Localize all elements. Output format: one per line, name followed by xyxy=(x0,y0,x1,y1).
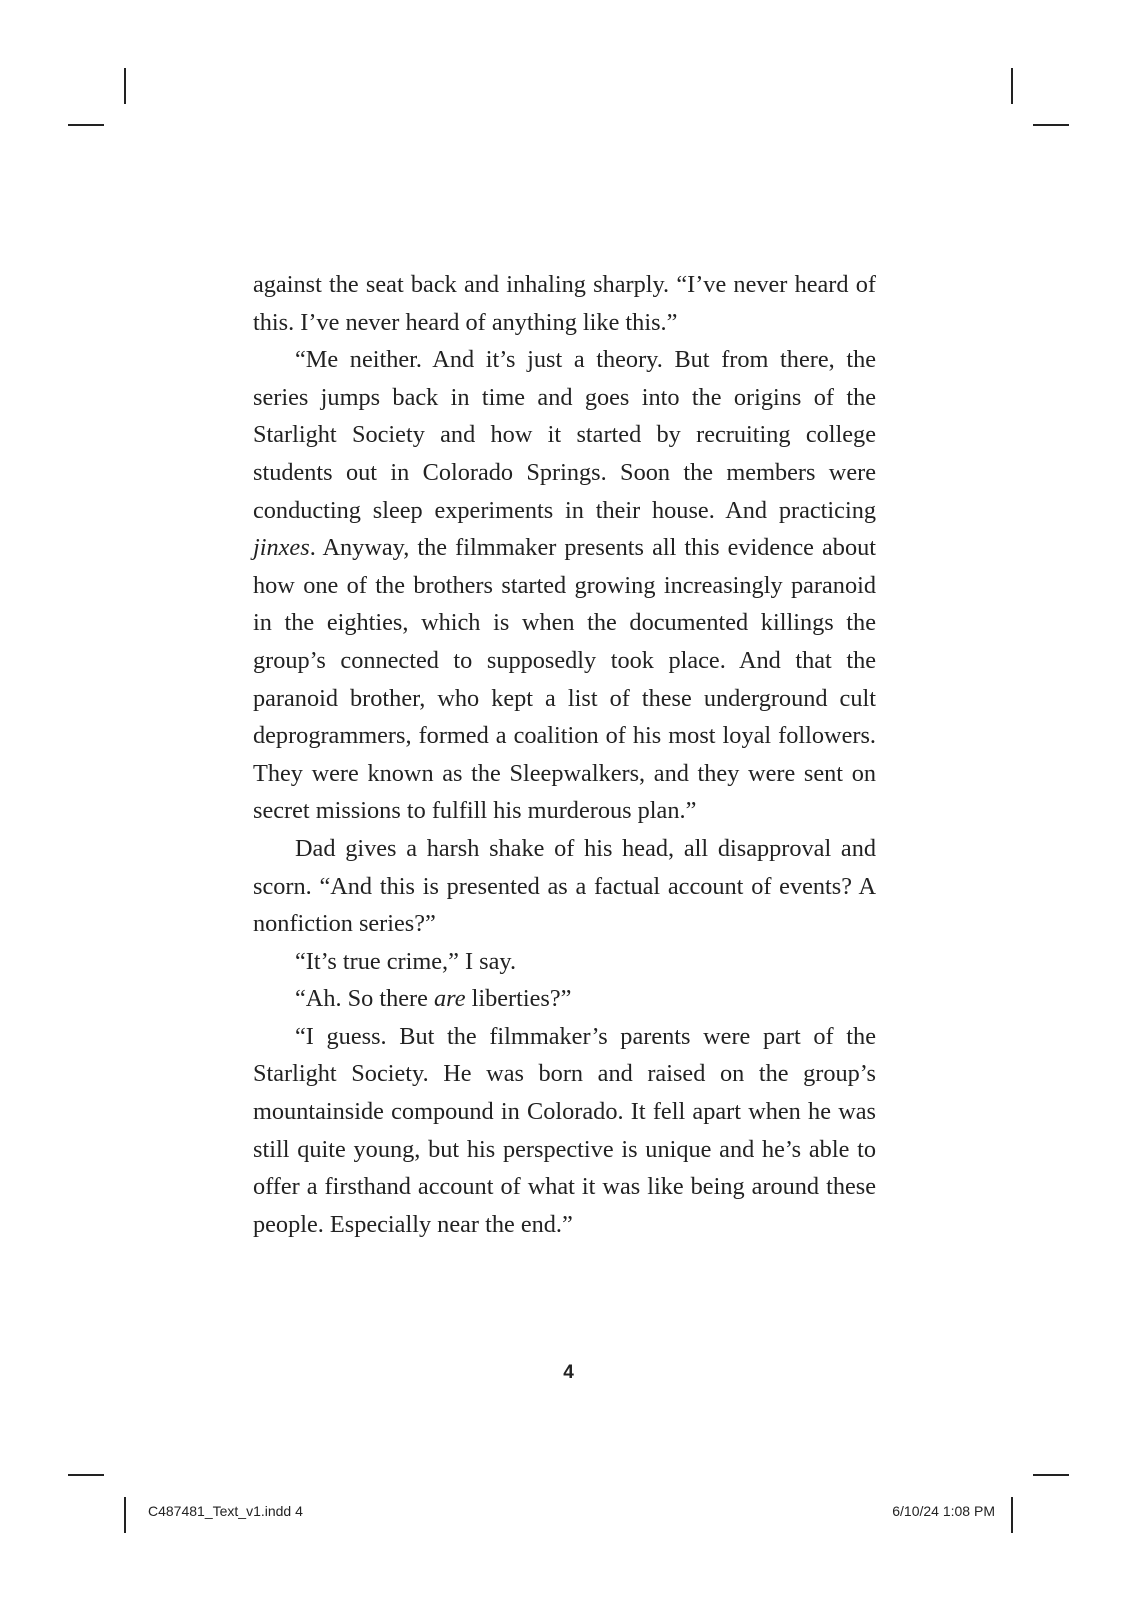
paragraph xyxy=(253,1018,876,1244)
text-run: “Ah. So there xyxy=(295,985,434,1013)
crop-mark-top-right-horizontal xyxy=(1033,124,1069,126)
text-run: “Me neither. And it’s just a theory. But from there, the series jumps back in time and goes into the origins of the Starlight Society and how it started by recruiting college students out in Colorado Springs. Soon the members were conducting sleep experiments in their house. And practicing xyxy=(253,346,876,524)
crop-mark-top-left-horizontal xyxy=(68,124,104,126)
text-run: . Anyway, the filmmaker presents all this evidence about how one of the brothers started growing increasingly paranoid in the eighties, which is when the documented killings the group’s connected to supposedly took place. And that the paranoid brother, who kept a list of these underground cult deprogrammers, formed a coalition of his most loyal followers. They were known as the Sleepwalkers, and they were sent on secret missions to fulfill his murderous plan.” xyxy=(253,534,876,825)
text-run: “I guess. But the filmmaker’s parents were part of the Starlight Society. He was born and raised on the group’s mountainside compound in Colorado. It fell apart when he was still quite young, but his perspective is unique and he’s able to offer a firsthand account of what it was like being around these people. Especially near the end.” xyxy=(253,1022,876,1238)
slug-filename: C487481_Text_v1.indd 4 xyxy=(148,1503,303,1519)
paragraph xyxy=(253,943,876,981)
text-run: liberties?” xyxy=(465,985,572,1013)
paragraph xyxy=(253,830,876,943)
paragraph xyxy=(253,266,876,341)
crop-mark-top-right-vertical xyxy=(1011,68,1013,104)
crop-mark-bottom-right-vertical xyxy=(1011,1497,1013,1533)
body-text xyxy=(253,266,876,1243)
text-run: Dad gives a harsh shake of his head, all disapproval and scorn. “And this is presented as a factual account of events? A nonfiction series?” xyxy=(253,834,876,938)
italic-text: jinxes xyxy=(253,534,310,562)
paragraph xyxy=(253,341,876,830)
crop-mark-bottom-left-vertical xyxy=(124,1497,126,1533)
crop-mark-bottom-right-horizontal xyxy=(1033,1474,1069,1476)
text-run: “It’s true crime,” I say. xyxy=(295,947,517,975)
slug-timestamp: 6/10/24 1:08 PM xyxy=(892,1503,995,1519)
italic-text: are xyxy=(434,985,466,1013)
crop-mark-top-left-vertical xyxy=(124,68,126,104)
page-number: 4 xyxy=(563,1362,574,1383)
text-run: against the seat back and inhaling sharply. “I’ve never heard of this. I’ve never heard of anything like this.” xyxy=(253,271,876,336)
paragraph xyxy=(253,980,876,1018)
crop-mark-bottom-left-horizontal xyxy=(68,1474,104,1476)
